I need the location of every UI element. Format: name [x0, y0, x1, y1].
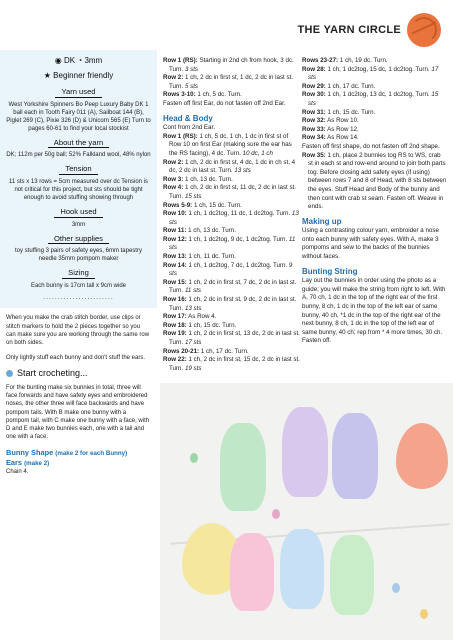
hook-used-text: 3mm	[71, 221, 86, 228]
intro-text	[0, 314, 157, 362]
row-instruction: As Row 10.	[327, 117, 359, 125]
tip-paragraph: When you make the crab stitch border, use clips or stitch markers to hold the 2 pieces together so you can make sure you are working through the same row on both sides.	[6, 315, 150, 346]
lilac-bunny-top	[282, 407, 328, 497]
dotted-divider: ........................	[43, 293, 114, 301]
stitch-count: 15 sts	[308, 91, 439, 107]
bunny-shape-note: (make 2 for each Bunny)	[55, 450, 128, 458]
row-label: Row 19:	[163, 330, 187, 338]
stitch-count: 13 sts	[234, 167, 251, 175]
stitch-count: 5 sts	[184, 82, 199, 90]
row-instruction: 1 ch, 15 dc. Turn.	[193, 201, 242, 209]
pattern-row	[163, 330, 300, 347]
stitch-count: 11 sts	[184, 287, 202, 295]
pattern-row	[163, 253, 300, 262]
info-box	[0, 50, 157, 308]
brand-title: THE YARN CIRCLE	[297, 24, 401, 36]
pink-egg	[396, 423, 448, 489]
row-label: Row 14:	[163, 261, 187, 269]
row-instruction: 1 ch, 17 dc. Turn.	[200, 347, 249, 355]
row-instruction: 1 ch, 13 dc. Turn.	[188, 227, 236, 235]
pattern-row	[163, 356, 300, 373]
row-label: Row 28:	[302, 65, 326, 73]
pattern-row	[302, 134, 447, 143]
row-instruction: As Row 14.	[327, 134, 359, 142]
green-bunny-top	[220, 423, 266, 511]
row-label: Row 34:	[302, 134, 326, 142]
row-label: Row 31:	[302, 108, 326, 116]
head-body-rows	[163, 133, 300, 374]
column-one	[0, 50, 157, 477]
pattern-row	[163, 322, 300, 331]
hook-size: 3mm	[84, 56, 103, 65]
mini-egg	[272, 509, 280, 519]
stitch-count: 11 sts	[169, 235, 296, 252]
row-35-text: 1 ch, place 2 bunnies tog RS to WS, crab st in each st and row-end around to join both parts tog. Before closing add safety eyes (if using) between rows 7 and 8 of Head, with 8 sts between the eyes. Stuff Head and Body of the bunny and then cont with crab st seam. Fasten off. Weave in ends.	[308, 151, 447, 211]
row-label: Row 4:	[163, 184, 184, 192]
row-label: Row 30:	[302, 91, 326, 99]
row-35	[302, 152, 447, 212]
pattern-row	[163, 74, 300, 91]
row-instruction: 1 ch, 1 dc2tog, 11 dc, 1 dc2tog. Turn.	[188, 210, 291, 218]
stitch-count: 17 sts	[308, 65, 439, 82]
weight-hook-line	[6, 57, 151, 66]
bunting-paragraph: For the bunting make six bunnies in total, three will face forwards and have safety eyes and embroidered noses, the other three will face backwards and have pompom tails. With B make one bunny with a pompom tail, with C make one bunny with a face, with D and E make two bunnies each, one with a tail and one with a face.	[6, 384, 150, 441]
row-35-label: Row 35:	[302, 151, 326, 159]
row-label: Rows 5-9:	[163, 201, 193, 209]
stitch-count: 13 sts	[169, 210, 299, 226]
row-instruction: 1 ch, 2 dc in first st, 7 dc, 2 dc in last st. Turn.	[169, 278, 297, 295]
pattern-row	[163, 57, 300, 74]
pattern-row	[163, 262, 300, 279]
stitch-count: 3 sts	[184, 65, 199, 73]
row-label: Row 18:	[163, 321, 187, 329]
column-three	[302, 57, 447, 346]
row-label: Row 1 (RS):	[163, 132, 198, 140]
row-instruction: Starting in 2nd ch from hook, 3 dc. Turn.	[169, 57, 294, 73]
blue-bunny-bottom	[280, 529, 324, 609]
about-yarn-heading: About the yarn	[48, 139, 109, 149]
ears-note: (make 2)	[24, 460, 50, 468]
start-crocheting-label: Start crocheting...	[17, 368, 88, 379]
pattern-row	[163, 91, 300, 100]
mini-egg	[420, 609, 428, 619]
pattern-row	[163, 202, 300, 211]
tension-heading: Tension	[59, 165, 97, 175]
hook-icon: ◔	[77, 56, 83, 65]
row-label: Row 16:	[163, 296, 187, 304]
stitch-count: 9 sts	[169, 261, 293, 278]
pattern-row	[302, 57, 447, 66]
pattern-row	[163, 184, 300, 201]
row-instruction: 1 ch, 1 dc2tog, 15 dc, 1 dc2tog. Turn.	[327, 65, 430, 73]
row-label: Row 17:	[163, 313, 187, 321]
row-instruction: 1 ch, 2 dc in first st, 11 dc, 2 dc in last st. Turn.	[169, 184, 296, 200]
row-label: Row 1 (RS):	[163, 57, 198, 64]
row-label: Row 2:	[163, 74, 184, 82]
head-body-heading: Head & Body	[163, 113, 213, 123]
sizing-heading: Sizing	[62, 269, 95, 279]
row-label: Rows 23-27:	[302, 57, 339, 64]
row-instruction: 1 ch, 15 dc. Turn.	[188, 321, 237, 329]
mini-egg	[190, 453, 198, 463]
continue-note: Cont from 2nd Ear.	[163, 124, 215, 132]
yarn-weight-icon: ◉	[54, 56, 62, 65]
page-header	[297, 12, 441, 48]
row-label: Rows 3-10:	[163, 91, 196, 99]
row-instruction: 1 ch, 2 dc in first st, 4 dc, 1 dc in ch st, 4 dc, 2 dc in last st. Turn.	[169, 158, 296, 175]
skill-level-label: Beginner friendly	[53, 70, 114, 80]
pattern-row	[163, 348, 300, 357]
tension-text: 11 sts x 13 rows = 5cm measured over dc Tension is not critical for this project, but sts should be tight enough to avoid stuffing showing through	[8, 178, 148, 201]
pattern-row	[163, 133, 300, 159]
pattern-row	[302, 109, 447, 118]
bunting-string-heading: Bunting String	[302, 266, 358, 276]
row-instruction: 1 ch, 1 dc2tog, 9 dc, 1 dc2tog. Turn.	[188, 235, 288, 243]
sizing-text: Each bunny is 17cm tall x 9cm wide	[30, 282, 127, 289]
star-icon: ★	[43, 70, 51, 80]
pattern-row	[302, 83, 447, 92]
pattern-row	[163, 313, 300, 322]
ears-rows	[163, 57, 300, 100]
pattern-row	[302, 117, 447, 126]
row-instruction: 1 ch, 1 dc2tog, 7 dc, 1 dc2tog. Turn.	[188, 261, 288, 269]
ears-heading	[6, 458, 151, 468]
making-up-text: Using a contrasting colour yarn, embroider a nose onto each bunny with safety eyes. With A, make 3 pompoms and sew to the backs of the bunnies without faces.	[302, 227, 439, 261]
bunny-shape-title: Bunny Shape	[6, 448, 54, 458]
stitch-count: 13 sts	[184, 304, 202, 312]
purple-bunny-top	[332, 413, 378, 499]
bunting-string-text: Lay out the bunnies in order using the photo as a guide; you will make the string from right to left. With A, 70 ch, 1 dc in the top of the right ear of the first bunny, 8 ch, 1 dc in the top of the left ear of same bunny, 40 ch, *1 dc in the top of the right ear of the next bunny, 8 ch, 1 dc in the top of the left ear of same bunny, 40 ch; rep from * 4 more times, 30 ch. Fasten off.	[302, 277, 446, 345]
pattern-row	[302, 91, 447, 108]
skill-level	[6, 72, 151, 81]
stitch-count: 10 dc, 1 ch	[242, 149, 273, 157]
pattern-row	[163, 227, 300, 236]
row-instruction: 1 ch, 2 dc in first st, 1 dc, 2 dc in last st. Turn.	[169, 74, 294, 90]
row-instruction: As Row 4.	[188, 313, 217, 321]
pattern-row	[163, 279, 300, 296]
pattern-row	[163, 210, 300, 227]
row-label: Row 29:	[302, 82, 326, 90]
fasten-off-shape: Fasten off first shape, do not fasten off 2nd shape.	[302, 142, 440, 150]
row-label: Row 2:	[163, 158, 184, 166]
stuffing-paragraph: Only lightly stuff each bunny and don't stuff the ears.	[6, 355, 146, 362]
stitch-count: 15 sts	[184, 192, 202, 200]
pattern-row	[163, 176, 300, 185]
row-instruction: 1 ch, 2 dc in first st, 9 dc, 2 dc in last st. Turn.	[169, 296, 297, 312]
pattern-row	[302, 66, 447, 83]
row-label: Row 3:	[163, 175, 184, 183]
body-rows-continued	[302, 57, 447, 143]
about-yarn-text: DK; 112m per 50g ball; 52% Falkland wool, 48% nylon	[6, 152, 151, 159]
column-two	[163, 57, 300, 373]
bunny-shape-heading	[6, 448, 151, 458]
row-label: Row 11:	[163, 227, 187, 235]
fasten-off-ear: Fasten off first Ear, do not fasten off 2nd Ear.	[163, 99, 286, 107]
row-instruction: 1 ch, 5 dc, 1 ch, 1 dc in first st of Row 10 on first Ear (making sure the ear has the RS facing), 4 dc. Turn.	[169, 132, 292, 157]
row-instruction: 1 ch, 17 dc. Turn.	[327, 82, 376, 90]
row-instruction: 1 ch, 15 dc. Turn.	[327, 108, 376, 116]
yarn-used-text: West Yorkshire Spinners Bo Peep Luxury Baby DK 1 ball each in Tooth Fairy 011 (A), Sailboat 144 (B), Piglet 269 (C), Pixie 326 (D) & Unicorn 565 (E) Turn to pages 60-61 to find your local stockist	[6, 101, 151, 132]
row-label: Row 13:	[163, 253, 187, 261]
bunting-intro	[0, 384, 157, 477]
row-instruction: 1 ch, 2 dc in first st, 13 dc, 2 dc in last st. Turn.	[169, 330, 300, 346]
row-label: Row 33:	[302, 125, 326, 133]
row-label: Rows 20-21:	[163, 347, 200, 355]
mini-egg	[392, 583, 400, 593]
row-instruction: 1 ch, 11 dc. Turn.	[188, 253, 236, 261]
row-instruction: 1 ch, 19 dc. Turn.	[339, 57, 388, 64]
row-label: Row 32:	[302, 117, 326, 125]
pattern-row	[163, 296, 300, 313]
pink-bunny-bottom	[230, 533, 274, 611]
green-bunny-bottom	[330, 535, 374, 615]
pattern-row	[302, 126, 447, 135]
row-label: Row 10:	[163, 210, 187, 218]
other-supplies-heading: Other supplies	[48, 235, 109, 245]
pattern-row	[163, 159, 300, 176]
stitch-count: 19 sts	[184, 364, 202, 372]
row-instruction: As Row 12.	[327, 125, 359, 133]
row-label: Row 22:	[163, 356, 187, 364]
bullet-dot-icon	[6, 370, 13, 377]
yarn-ball-logo-icon	[407, 13, 441, 47]
start-crocheting-heading	[6, 369, 157, 378]
stitch-count: 17 sts	[184, 339, 202, 346]
yarn-used-heading: Yarn used	[55, 88, 101, 98]
yarn-weight: DK	[64, 56, 76, 65]
row-instruction: 1 ch, 1 dc2tog, 13 dc, 1 dc2tog. Turn.	[327, 91, 430, 99]
bunnies-photo	[160, 383, 453, 640]
other-supplies-text: toy stuffing 3 pairs of safety eyes, 6mm tapestry needle 35mm pompom maker	[15, 248, 142, 263]
row-instruction: 1 ch, 13 dc. Turn.	[185, 175, 233, 183]
row-instruction: 1 ch, 5 dc. Turn.	[197, 91, 242, 99]
row-label: Row 12:	[163, 235, 187, 243]
hook-used-heading: Hook used	[54, 208, 102, 218]
row-instruction: 1 ch, 2 dc in first st, 15 dc, 2 dc in last st. Turn.	[169, 356, 300, 372]
chain-instruction: Chain 4.	[6, 469, 29, 476]
pattern-row	[163, 236, 300, 253]
ears-title: Ears	[6, 458, 23, 468]
making-up-heading: Making up	[302, 216, 342, 226]
row-label: Row 15:	[163, 278, 187, 286]
